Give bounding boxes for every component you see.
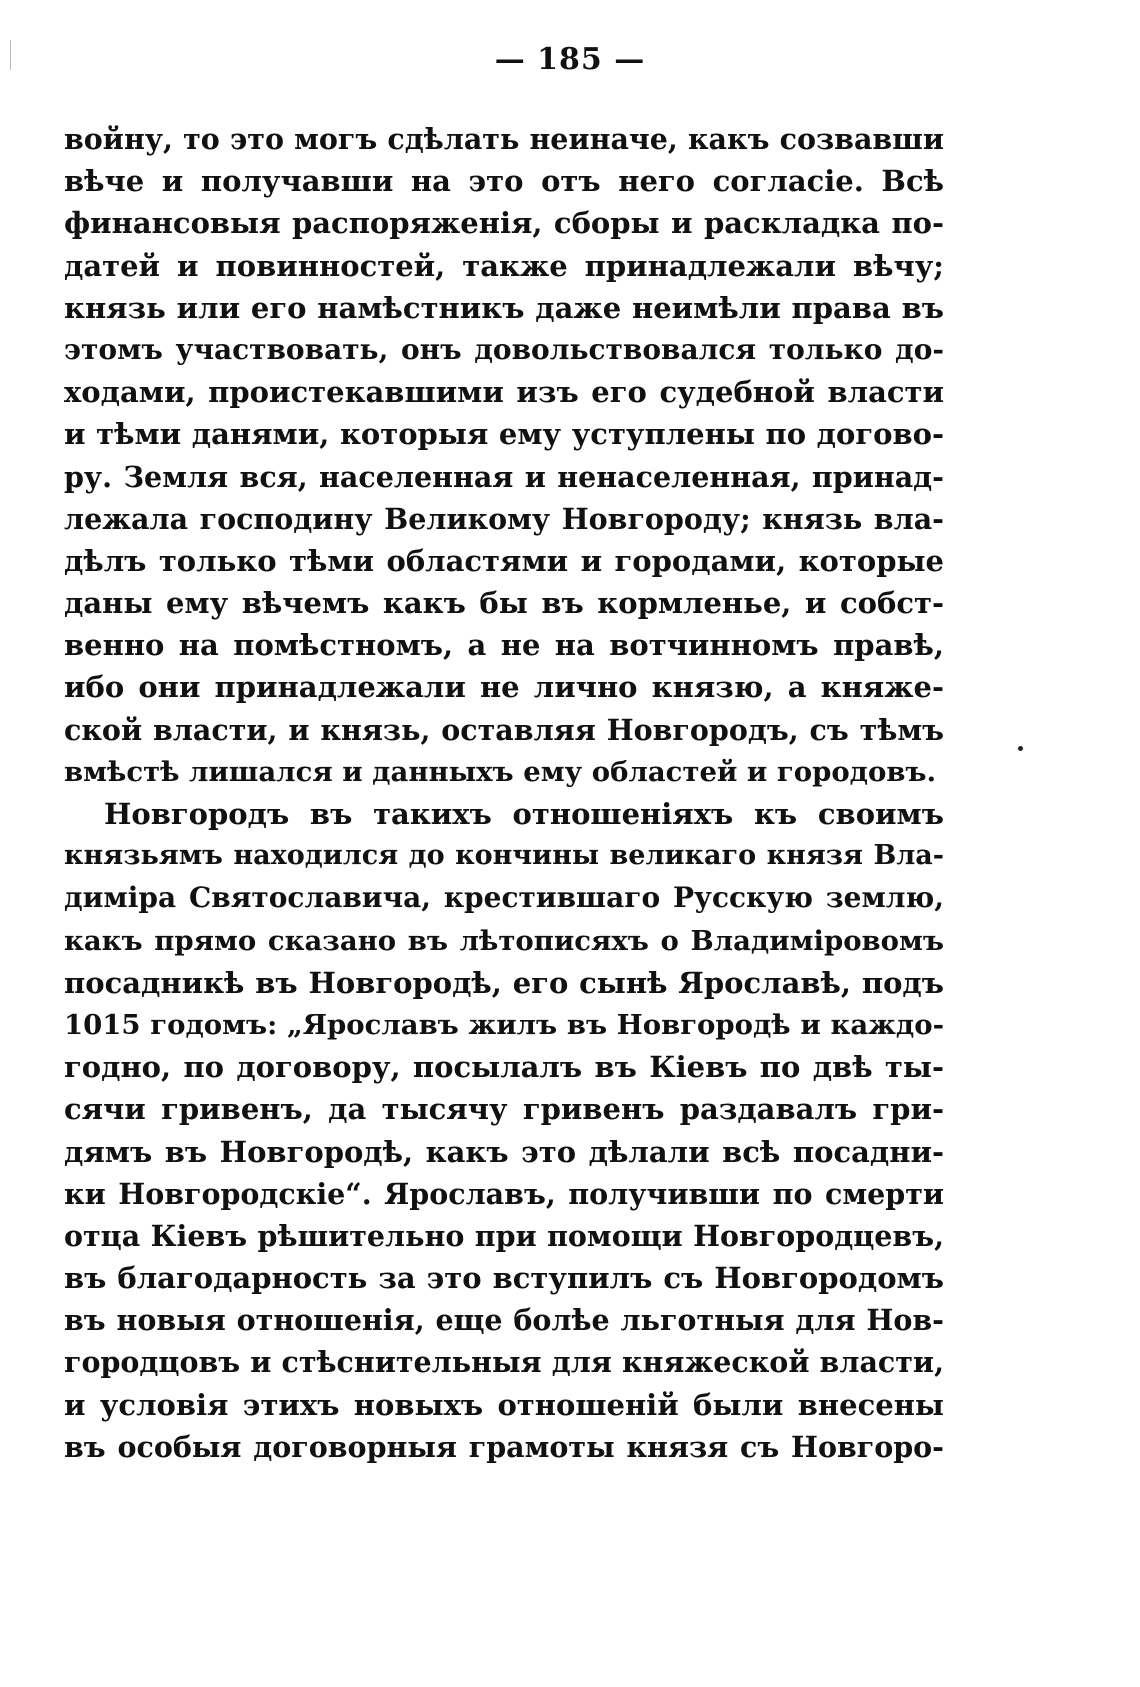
paragraph-start-line: Новгородъ въ такихъ отношеніяхъ къ своимъ: [104, 797, 944, 831]
text-line: диміра Святославича, крестившаго Русскую землю,: [64, 881, 944, 915]
text-line: сячи гривенъ, да тысячу гривенъ раздавалъ гри-: [64, 1092, 944, 1127]
text-line: даны ему вѣчемъ какъ бы въ кормленье, и собст-: [64, 586, 944, 621]
text-line: ру. Земля вся, населенная и ненаселенная, принад-: [64, 459, 944, 494]
text-line: князь или его намѣстникъ даже неимѣли права въ: [64, 290, 944, 325]
text-line: и условія этихъ новыхъ отношеній были внесены: [64, 1387, 944, 1422]
text-line: дѣлъ только тѣми областями и городами, которые: [64, 543, 944, 578]
text-line: дямъ въ Новгородѣ, какъ это дѣлали всѣ посадни-: [64, 1134, 944, 1169]
text-line: вѣче и получавши на это отъ него согласіе. Всѣ: [64, 164, 944, 199]
text-line: князьямъ находился до кончины великаго князя Вла-: [64, 840, 944, 872]
text-line: лежала господину Великому Новгороду; князь вла-: [64, 501, 944, 536]
text-line: и тѣми данями, которыя ему уступлены по догово-: [64, 417, 944, 452]
text-line: годно, по договору, посылалъ въ Кіевъ по двѣ ты-: [64, 1050, 944, 1085]
paragraph-end-line: вмѣстѣ лишался и данныхъ ему областей и городовъ.: [64, 755, 937, 788]
text-line: отца Кіевъ рѣшительно при помощи Новгородцевъ,: [64, 1218, 944, 1253]
text-line: венно на помѣстномъ, а не на вотчинномъ правѣ,: [64, 628, 944, 663]
text-line: ибо они принадлежали не лично князю, а княже-: [64, 670, 944, 705]
page-number: — 185 —: [494, 42, 646, 77]
text-line: финансовыя распоряженія, сборы и раскладка по-: [64, 206, 944, 241]
text-line: ки Новгородскіе“. Ярославъ, получивши по смерти: [64, 1176, 944, 1211]
body-text: [64, 118, 944, 1468]
text-line: этомъ участвовать, онъ довольствовался только до-: [64, 332, 944, 366]
text-line: въ благодарность за это вступилъ съ Новгородомъ: [64, 1261, 944, 1296]
text-line: войну, то это могъ сдѣлать неиначе, какъ созвавши: [64, 122, 944, 156]
text-line: городцовъ и стѣснительныя для княжеской власти,: [64, 1345, 944, 1380]
text-line: ходами, проистекавшими изъ его судебной власти: [64, 375, 944, 410]
text-line: ской власти, и князь, оставляя Новгородъ, съ тѣмъ: [64, 712, 944, 747]
text-line: въ особыя договорныя грамоты князя съ Новгоро-: [64, 1429, 944, 1464]
text-line: какъ прямо сказано въ лѣтописяхъ о Владиміровомъ: [64, 924, 944, 957]
stray-ink-dot: [1018, 746, 1023, 751]
text-line: въ новыя отношенія, еще болѣе льготныя для Нов-: [64, 1303, 944, 1338]
text-line: 1015 годомъ: „Ярославъ жилъ въ Новгородѣ и каждо-: [64, 1008, 944, 1041]
text-line: датей и повинностей, также принадлежали вѣчу;: [64, 248, 944, 283]
text-line: посадникѣ въ Новгородѣ, его сынѣ Ярославѣ, подъ: [64, 965, 944, 1000]
